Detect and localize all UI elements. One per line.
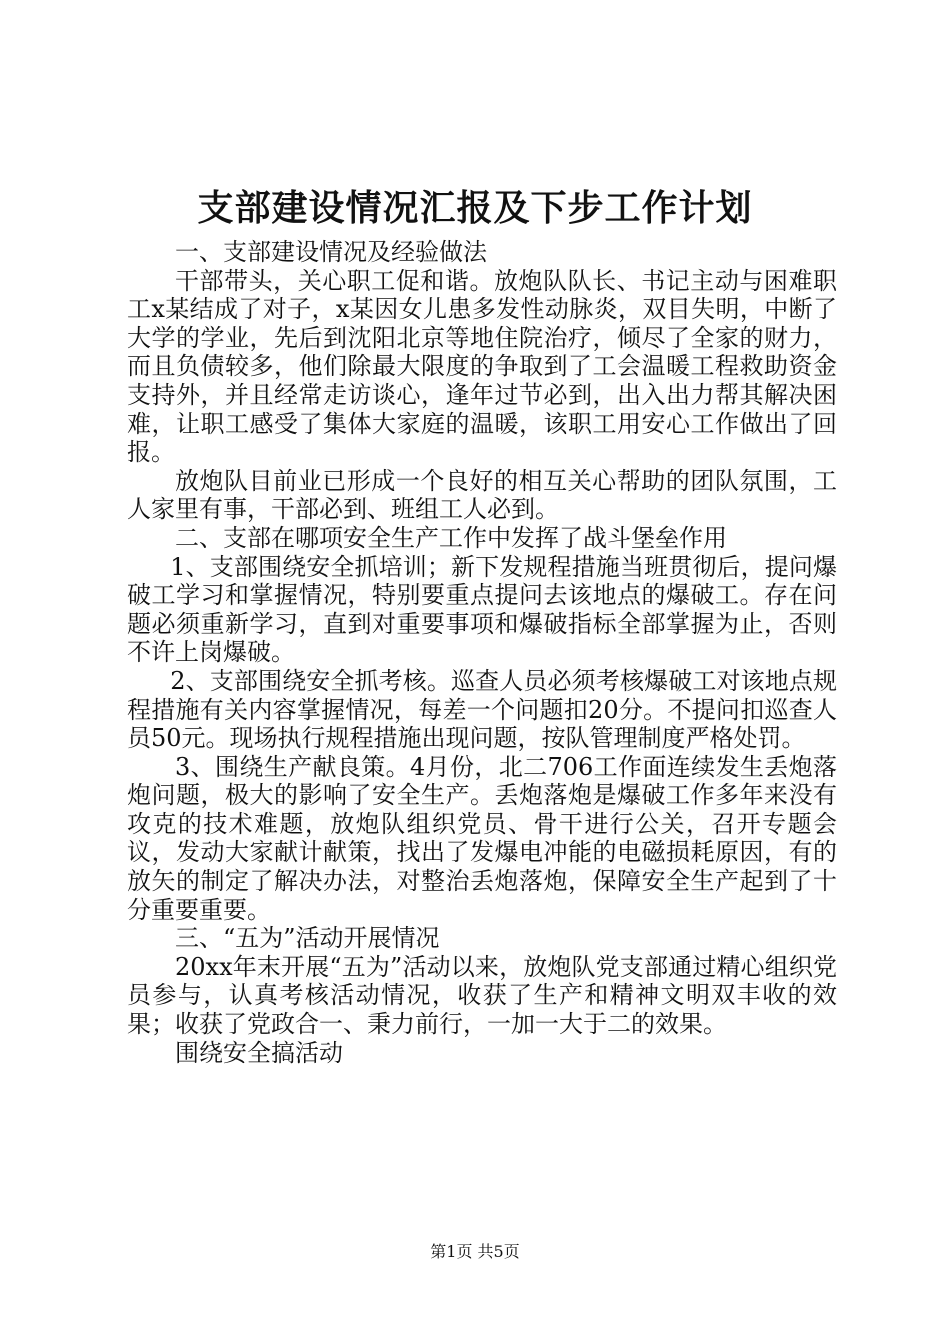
paragraph: 3、围绕生产献良策。4月份，北二706工作面连续发生丢炮落炮问题，极大的影响了安全生产。丢炮落炮是爆破工作多年来没有攻克的技术难题，放炮队组织党员、骨干进行公关，召开专题会议，发动大家献计献策，找出了发爆电冲能的电磁损耗原因，有的放矢的制定了解决办法，对整治丢炮落炮，保障安全生产起到了十分重要重要。 — [127, 752, 837, 924]
section-heading-3: 三、“五为”活动开展情况 — [175, 924, 440, 953]
page-footer: 第1页 共5页 — [430, 1242, 520, 1261]
paragraph: 放炮队目前业已形成一个良好的相互关心帮助的团队氛围，工人家里有事，干部必到、班组工人必到。 — [127, 466, 837, 524]
section-heading-1: 一、支部建设情况及经验做法 — [175, 238, 487, 266]
document-title: 支部建设情况汇报及下步工作计划 — [197, 187, 753, 229]
paragraph: 1、支部围绕安全抓培训；新下发规程措施当班贯彻后，提问爆破工学习和掌握情况，特别要重点提问去该地点的爆破工。存在问题必须重新学习，直到对重要事项和爆破指标全部掌握为止，否则不许上岗爆破。 — [127, 552, 837, 667]
paragraph: 20xx年末开展“五为”活动以来，放炮队党支部通过精心组织党员参与，认真考核活动情况，收获了生产和精神文明双丰收的效果；收获了党政合一、秉力前行，一加一大于二的效果。 — [127, 952, 837, 1039]
document-body — [127, 238, 837, 1067]
paragraph: 围绕安全搞活动 — [175, 1038, 343, 1067]
paragraph: 干部带头，关心职工促和谐。放炮队队长、书记主动与困难职工x某结成了对子，x某因女儿患多发性动脉炎，双目失明，中断了大学的学业，先后到沈阳北京等地住院治疗，倾尽了全家的财力，而且负债较多，他们除最大限度的争取到了工会温暖工程救助资金支持外，并且经常走访谈心，逢年过节必到，出入出力帮其解决困难，让职工感受了集体大家庭的温暖，该职工用安心工作做出了回报。 — [127, 266, 837, 467]
paragraph: 2、支部围绕安全抓考核。巡查人员必须考核爆破工对该地点规程措施有关内容掌握情况，每差一个问题扣20分。不提问扣巡查人员50元。现场执行规程措施出现问题，按队管理制度严格处罚。 — [127, 666, 837, 753]
section-heading-2: 二、支部在哪项安全生产工作中发挥了战斗堡垒作用 — [175, 523, 727, 552]
